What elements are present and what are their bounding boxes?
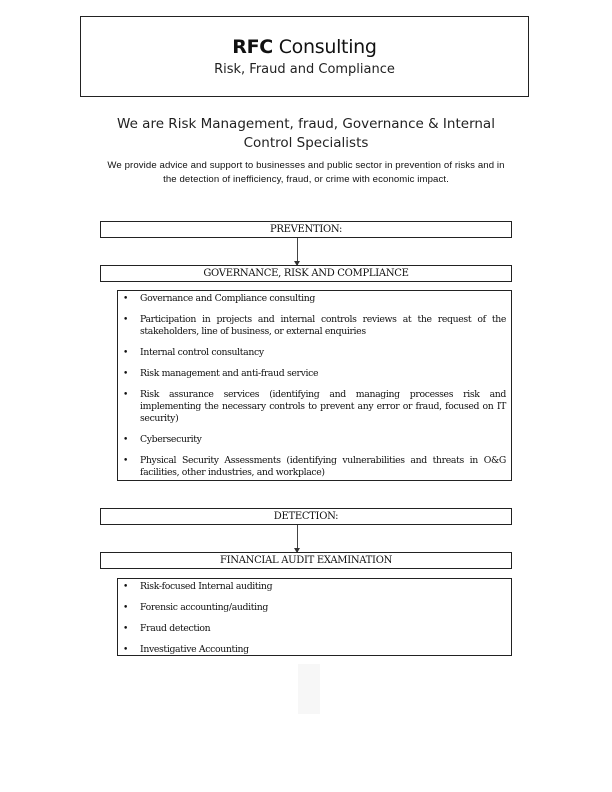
list-item: • Governance and Compliance consulting (123, 293, 316, 304)
intro-title: We are Risk Management, fraud, Governance & Internal Control Specialists (117, 116, 495, 151)
company-tagline: Risk, Fraud and Compliance (214, 62, 395, 77)
governance-category-label: GOVERNANCE, RISK AND COMPLIANCE (100, 265, 512, 282)
list-item: • Cybersecurity (123, 434, 202, 445)
faint-scan-artifact (298, 664, 320, 714)
list-item: • Investigative Accounting (123, 644, 249, 655)
bullet-icon: • (123, 582, 128, 592)
arrow-down-icon (297, 525, 298, 552)
list-item: • Physical Security Assessments (identifying vulnerabilities and threats in O&G facilities, other industries, and workplace) (123, 455, 506, 478)
bullet-icon: • (123, 294, 128, 304)
bullet-icon: • (123, 369, 128, 379)
list-item: • Risk assurance services (identifying and managing processes risk and implementing the necessary controls to prevent any error or fraud, focused on IT security) (123, 389, 506, 424)
bullet-icon: • (123, 390, 128, 400)
bullet-icon: • (123, 435, 128, 445)
bullet-icon: • (123, 645, 128, 655)
bullet-icon: • (123, 603, 128, 613)
list-item: • Fraud detection (123, 623, 211, 634)
intro-description: We provide advice and support to businesses and public sector in prevention of risks and in the detection of inefficiency, fraud, or crime with economic impact. (107, 160, 505, 185)
bullet-icon: • (123, 348, 128, 358)
financial-audit-category-label: FINANCIAL AUDIT EXAMINATION (100, 552, 512, 569)
prevention-services-list (117, 290, 512, 481)
company-name-bold: RFC (232, 36, 273, 58)
list-item: • Internal control consultancy (123, 347, 264, 358)
company-header (80, 16, 529, 97)
company-name (81, 36, 528, 58)
detection-services-list (117, 578, 512, 656)
bullet-icon: • (123, 456, 128, 466)
company-name-rest: Consulting (272, 36, 377, 58)
detection-label: DETECTION: (100, 508, 512, 525)
arrow-down-icon (297, 238, 298, 265)
bullet-icon: • (123, 315, 128, 325)
list-item: • Participation in projects and internal controls reviews at the request of the stakeholders, line of business, or external enquiries (123, 314, 506, 337)
list-item: • Risk management and anti-fraud service (123, 368, 319, 379)
prevention-label: PREVENTION: (100, 221, 512, 238)
list-item: • Risk-focused Internal auditing (123, 581, 273, 592)
bullet-icon: • (123, 624, 128, 634)
list-item: • Forensic accounting/auditing (123, 602, 268, 613)
